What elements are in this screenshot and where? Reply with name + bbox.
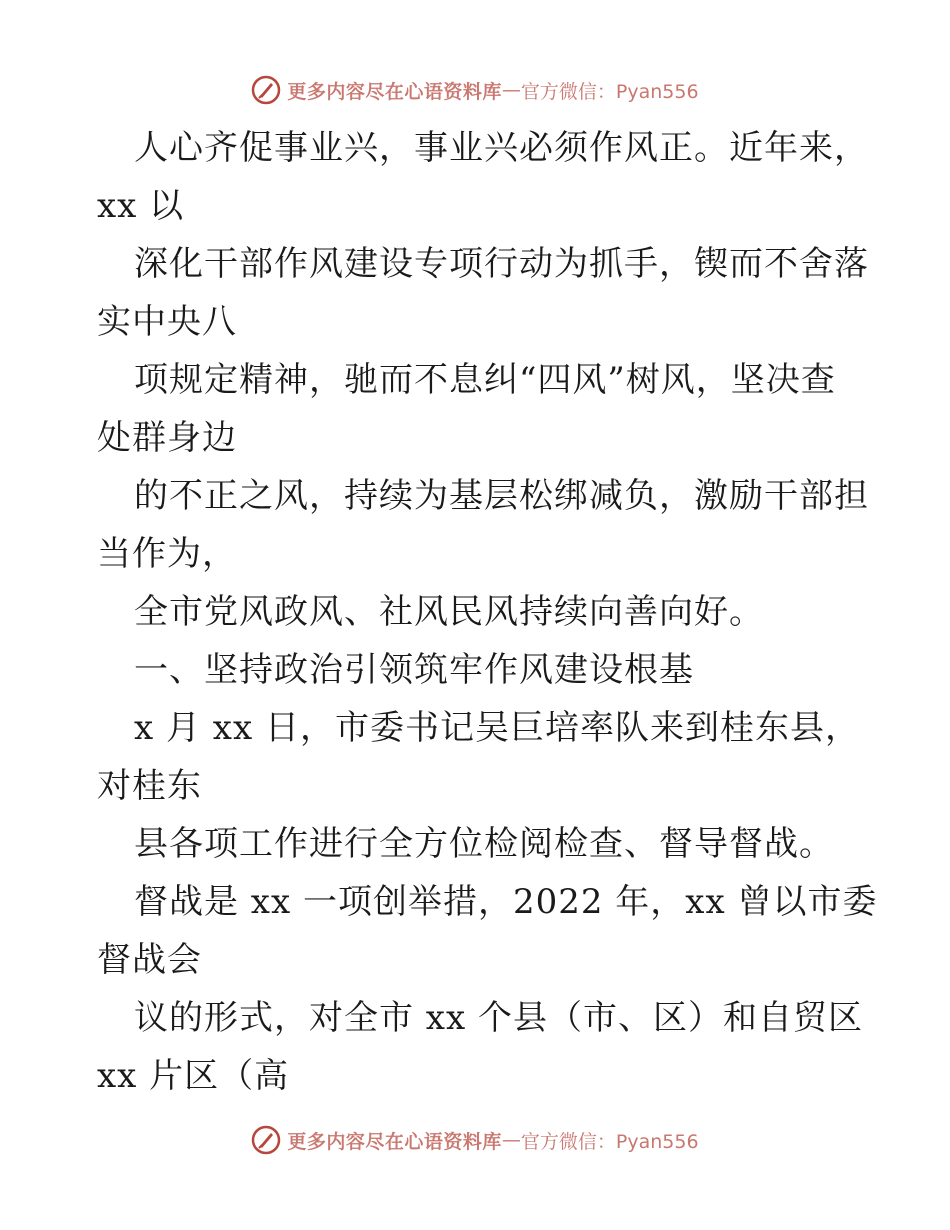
paragraph-line: 的不正之风，持续为基层松绑减负，激励干部担 — [134, 476, 869, 516]
watermark-separator: — — [501, 1129, 521, 1151]
watermark-brand: 更多内容尽在心语资料库 — [287, 1130, 502, 1153]
paragraph-line: xx 片区（高 — [97, 1056, 290, 1096]
watermark-brand: 更多内容尽在心语资料库 — [287, 80, 502, 103]
paragraph-line: 对桂东 — [97, 766, 202, 806]
paragraph-line: 督战会 — [97, 940, 202, 980]
paragraph-line: 全市党风政风、社风民风持续向善向好。 — [134, 592, 764, 632]
feather-pen-logo-icon — [251, 1125, 281, 1155]
watermark-contact: 官方微信：Pyan556 — [520, 1130, 699, 1153]
watermark-separator: — — [501, 79, 521, 101]
watermark-contact: 官方微信：Pyan556 — [520, 80, 699, 103]
paragraph-line: 处群身边 — [97, 418, 237, 458]
paragraph-line: 县各项工作进行全方位检阅检查、督导督战。 — [134, 824, 834, 864]
header-watermark — [0, 72, 950, 108]
paragraph-line: 实中央八 — [97, 302, 237, 342]
paragraph-line: 督战是 xx 一项创举措，2022 年，xx 曾以市委 — [134, 882, 878, 922]
paragraph-line: 人心齐促事业兴，事业兴必须作风正。近年来， — [134, 128, 869, 168]
feather-pen-logo-icon — [251, 75, 281, 105]
paragraph-line: 议的形式，对全市 xx 个县（市、区）和自贸区 — [134, 998, 863, 1038]
paragraph-line: 项规定精神，驰而不息纠“四风”树风，坚决查 — [134, 360, 836, 400]
paragraph-line: x 月 xx 日，市委书记吴巨培率队来到桂东县， — [134, 708, 860, 748]
footer-watermark — [0, 1122, 950, 1158]
section-heading: 一、坚持政治引领筑牢作风建设根基 — [134, 650, 694, 690]
paragraph-line: 深化干部作风建设专项行动为抓手，锲而不舍落 — [134, 244, 869, 284]
paragraph-line: xx 以 — [97, 186, 185, 226]
paragraph-line: 当作为， — [97, 534, 237, 574]
